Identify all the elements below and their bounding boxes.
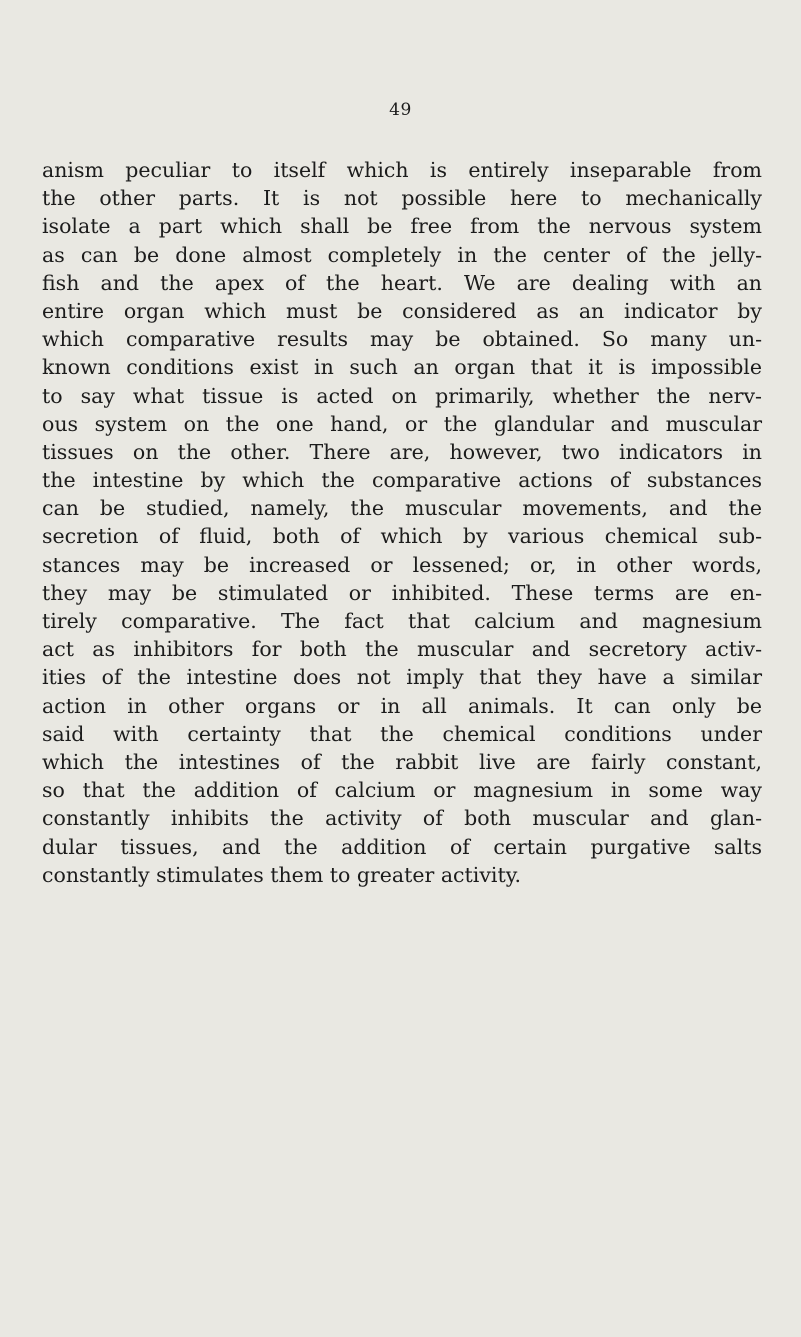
body-paragraph [42, 156, 762, 889]
text-line: act as inhibitors for both the muscular and secretory activ- [42, 637, 762, 662]
text-line: which the intestines of the rabbit live are fairly constant, [42, 749, 762, 774]
page-number: 49 [389, 100, 412, 120]
text-line: entire organ which must be considered as an indicator by [42, 298, 762, 323]
text-line: can be studied, namely, the muscular movements, and the [42, 496, 762, 521]
text-line: ous system on the one hand, or the glandular and muscular [42, 411, 762, 436]
text-line: dular tissues, and the addition of certain purgative salts [42, 834, 762, 859]
text-line: known conditions exist in such an organ that it is impossible [42, 355, 762, 380]
text-line: to say what tissue is acted on primarily, whether the nerv- [42, 383, 762, 408]
text-line: tirely comparative. The fact that calcium and magnesium [42, 609, 762, 633]
text-line: stances may be increased or lessened; or, in other words, [42, 552, 762, 577]
text-line: as can be done almost completely in the center of the jelly- [42, 242, 762, 267]
text-line: fish and the apex of the heart. We are dealing with an [42, 270, 762, 295]
text-line: ities of the intestine does not imply that they have a similar [42, 665, 762, 690]
text-line: constantly inhibits the activity of both muscular and glan- [42, 806, 762, 831]
text-line: isolate a part which shall be free from the nervous system [42, 214, 762, 239]
text-line: the other parts. It is not possible here to mechanically [42, 186, 762, 211]
text-line: secretion of fluid, both of which by various chemical sub- [42, 524, 762, 549]
text-line: so that the addition of calcium or magnesium in some way [42, 778, 762, 803]
text-line: constantly stimulates them to greater activity. [42, 862, 522, 887]
text-line: tissues on the other. There are, however, two indicators in [42, 439, 762, 464]
text-line: the intestine by which the comparative actions of substances [42, 468, 762, 493]
text-line: said with certainty that the chemical conditions under [42, 721, 762, 746]
text-line: anism peculiar to itself which is entirely inseparable from [42, 158, 762, 182]
text-line: which comparative results may be obtained. So many un- [42, 327, 762, 352]
text-line: action in other organs or in all animals. It can only be [42, 693, 762, 718]
text-line: they may be stimulated or inhibited. These terms are en- [42, 580, 762, 605]
